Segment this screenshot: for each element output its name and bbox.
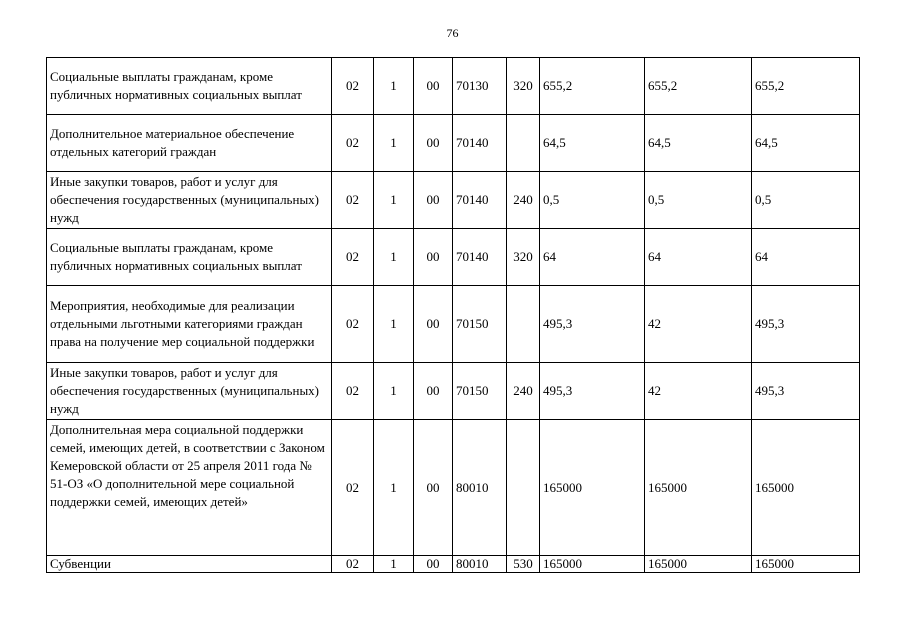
value-cell: 165000 (540, 420, 645, 556)
row-name: Социальные выплаты гражданам, кроме публичных нормативных социальных выплат (47, 58, 332, 115)
code-cell: 320 (507, 58, 540, 115)
value-cell: 0,5 (645, 172, 752, 229)
value-cell: 0,5 (540, 172, 645, 229)
code-cell: 00 (414, 420, 453, 556)
code-cell: 02 (332, 286, 374, 363)
row-name: Субвенции (47, 556, 332, 573)
code-cell: 240 (507, 363, 540, 420)
code-cell: 70140 (453, 229, 507, 286)
code-cell: 02 (332, 556, 374, 573)
code-cell: 02 (332, 420, 374, 556)
table-row (47, 58, 860, 115)
code-cell: 70130 (453, 58, 507, 115)
value-cell: 655,2 (752, 58, 860, 115)
value-cell: 64,5 (540, 115, 645, 172)
value-cell: 655,2 (540, 58, 645, 115)
row-name: Социальные выплаты гражданам, кроме публичных нормативных социальных выплат (47, 229, 332, 286)
table-row (47, 229, 860, 286)
code-cell: 00 (414, 363, 453, 420)
code-cell: 70140 (453, 115, 507, 172)
row-name: Иные закупки товаров, работ и услуг для обеспечения государственных (муниципальных) нужд (47, 172, 332, 229)
code-cell (507, 115, 540, 172)
value-cell: 165000 (645, 556, 752, 573)
code-cell: 70140 (453, 172, 507, 229)
value-cell: 495,3 (540, 363, 645, 420)
table-row (47, 556, 860, 573)
table-row (47, 115, 860, 172)
code-cell: 1 (374, 363, 414, 420)
code-cell: 1 (374, 556, 414, 573)
code-cell: 02 (332, 115, 374, 172)
row-name: Иные закупки товаров, работ и услуг для обеспечения государственных (муниципальных) нужд (47, 363, 332, 420)
code-cell (507, 420, 540, 556)
budget-table (46, 57, 860, 573)
code-cell: 00 (414, 229, 453, 286)
code-cell: 1 (374, 172, 414, 229)
code-cell: 00 (414, 556, 453, 573)
code-cell: 00 (414, 286, 453, 363)
code-cell: 530 (507, 556, 540, 573)
row-name: Дополнительная мера социальной поддержки семей, имеющих детей, в соответствии с Законом Кемеровской области от 25 апреля 2011 года № 51-ОЗ «О дополнительной мере социальной поддержки семей, имеющих детей» (47, 420, 332, 556)
value-cell: 42 (645, 363, 752, 420)
row-name: Дополнительное материальное обеспечение отдельных категорий граждан (47, 115, 332, 172)
code-cell: 1 (374, 58, 414, 115)
value-cell: 165000 (540, 556, 645, 573)
code-cell: 80010 (453, 420, 507, 556)
code-cell: 80010 (453, 556, 507, 573)
value-cell: 64 (540, 229, 645, 286)
value-cell: 165000 (752, 420, 860, 556)
value-cell: 64,5 (645, 115, 752, 172)
code-cell: 1 (374, 286, 414, 363)
value-cell: 165000 (645, 420, 752, 556)
value-cell: 495,3 (540, 286, 645, 363)
table-row (47, 420, 860, 556)
code-cell: 02 (332, 229, 374, 286)
code-cell: 00 (414, 58, 453, 115)
value-cell: 64 (645, 229, 752, 286)
code-cell: 70150 (453, 286, 507, 363)
value-cell: 42 (645, 286, 752, 363)
code-cell: 1 (374, 420, 414, 556)
code-cell: 00 (414, 172, 453, 229)
code-cell: 02 (332, 363, 374, 420)
page-number: 76 (446, 26, 459, 40)
code-cell: 1 (374, 229, 414, 286)
table-row (47, 286, 860, 363)
value-cell: 64,5 (752, 115, 860, 172)
value-cell: 655,2 (645, 58, 752, 115)
code-cell: 02 (332, 58, 374, 115)
code-cell: 00 (414, 115, 453, 172)
value-cell: 495,3 (752, 363, 860, 420)
code-cell: 320 (507, 229, 540, 286)
value-cell: 64 (752, 229, 860, 286)
row-name: Мероприятия, необходимые для реализации отдельными льготными категориями граждан права на получение мер социальной поддержки (47, 286, 332, 363)
value-cell: 495,3 (752, 286, 860, 363)
code-cell: 1 (374, 115, 414, 172)
value-cell: 0,5 (752, 172, 860, 229)
code-cell (507, 286, 540, 363)
table-row (47, 363, 860, 420)
value-cell: 165000 (752, 556, 860, 573)
table-row (47, 172, 860, 229)
code-cell: 02 (332, 172, 374, 229)
code-cell: 70150 (453, 363, 507, 420)
code-cell: 240 (507, 172, 540, 229)
